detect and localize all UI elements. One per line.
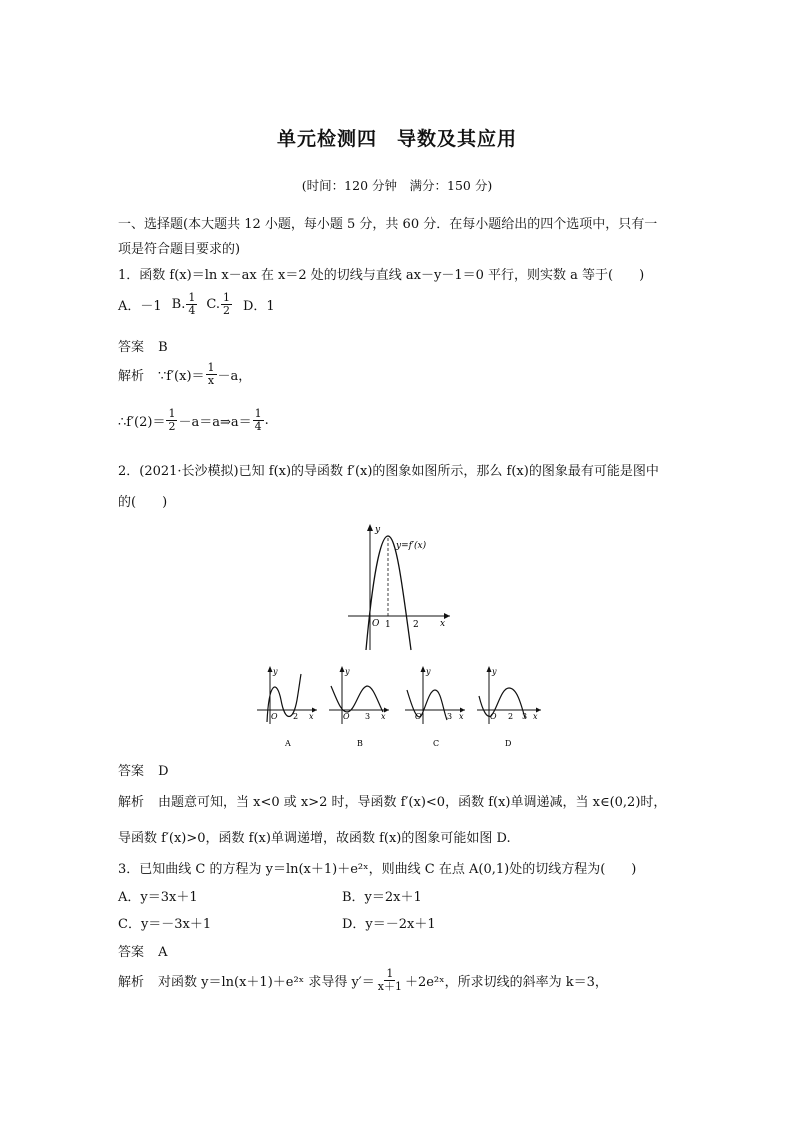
exam-info: (时间：120 分钟 满分：150 分) — [301, 178, 493, 193]
answer-label: 答案 — [118, 764, 145, 779]
q1-option-b: B. $\frac{1}{4}$ — [171, 291, 196, 317]
q3-stem: 3．已知曲线 C 的方程为 y＝ln(x＋1)＋e²ˣ，则曲线 C 在点 A(0,1)处的切线方程为( ) — [118, 862, 637, 877]
section-heading-line1: 一、选择题(本大题共 12 小题，每小题 5 分，共 60 分．在每小题给出的四个选项中，只有一 — [118, 217, 658, 232]
solution-label: 解析 — [118, 369, 145, 384]
y-axis-arrow — [367, 524, 373, 531]
svg-text:A: A — [285, 739, 291, 748]
svg-text:x: x — [533, 712, 538, 721]
svg-text:2: 2 — [508, 712, 514, 721]
y-axis-label: y — [375, 525, 381, 535]
svg-text:D: D — [505, 739, 512, 748]
q2-solution-line2: 导函数 f′(x)>0，函数 f(x)单调递增，故函数 f(x)的图象可能如图 D. — [118, 831, 511, 846]
answer-label: 答案 — [118, 340, 145, 355]
svg-text:3: 3 — [522, 712, 528, 721]
x-axis-label: x — [440, 619, 446, 629]
q3-solution: 解析 对函数 y＝ln(x＋1)＋e²ˣ 求导得 y′＝ $\frac{1}{x+1}$ ＋2e²ˣ，所求切线的斜率为 k＝3， — [118, 967, 608, 993]
solution-label: 解析 — [118, 795, 145, 810]
q1-option-d: D．1 — [242, 299, 275, 314]
q3-answer — [118, 941, 168, 960]
answer-value: D — [158, 764, 169, 779]
tick-label-1: 1 — [385, 620, 391, 630]
option-graph-b — [329, 666, 389, 748]
document-title: 单元检测四 导数及其应用 — [276, 128, 517, 150]
svg-text:3: 3 — [365, 712, 371, 721]
answer-label: 答案 — [118, 945, 145, 960]
answer-value: A — [158, 945, 168, 960]
q1-solution-line1: 解析 ∵f′(x)＝ $\frac{1}{x}$ －a， — [118, 361, 252, 387]
q2-stem-line2: 的( ) — [118, 495, 168, 510]
q3-option-b: B．y＝2x＋1 — [342, 890, 422, 905]
svg-text:y: y — [426, 667, 431, 676]
svg-text:y: y — [345, 667, 350, 676]
origin-label: O — [372, 619, 380, 629]
option-graph-c — [405, 666, 465, 748]
q3-option-c: C．y＝－3x＋1 — [118, 917, 212, 932]
section-heading-line2: 项是符合题目要求的) — [118, 242, 241, 257]
q3-option-d: D．y＝－2x＋1 — [342, 917, 436, 932]
answer-value: B — [158, 340, 168, 355]
curve-label: y=f′(x) — [396, 541, 427, 551]
q1-answer — [118, 336, 168, 355]
q2-stem-line1: 2．(2021·长沙模拟)已知 f(x)的导函数 f′(x)的图象如图所示，那么 f(x)的图象最有可能是图中 — [118, 464, 659, 479]
svg-text:y: y — [273, 667, 278, 676]
derivative-graph — [340, 522, 455, 654]
q1-solution-line2: ∴f′(2)＝ $\frac{1}{2}$ －a＝a⇒a＝ $\frac{1}{4}$ . — [118, 407, 269, 433]
svg-text:3: 3 — [447, 712, 453, 721]
derivative-curve — [366, 536, 411, 650]
q1-options — [118, 292, 275, 317]
q3-option-a: A．y＝3x＋1 — [118, 890, 198, 905]
q1-option-a: A．－1 — [118, 299, 162, 314]
svg-text:O: O — [415, 712, 422, 721]
svg-text:B: B — [357, 739, 363, 748]
svg-text:O: O — [271, 712, 278, 721]
q2-answer — [118, 760, 169, 779]
svg-text:O: O — [490, 712, 497, 721]
svg-text:2: 2 — [293, 712, 299, 721]
svg-text:x: x — [459, 712, 464, 721]
q1-option-c: C. $\frac{1}{2}$ — [206, 291, 230, 317]
tick-label-2: 2 — [413, 620, 419, 630]
svg-text:x: x — [381, 712, 386, 721]
option-graph-a — [257, 666, 317, 748]
svg-text:x: x — [309, 712, 314, 721]
solution-label: 解析 — [118, 975, 145, 990]
option-graphs — [255, 660, 545, 750]
svg-text:C: C — [433, 739, 440, 748]
svg-text:O: O — [343, 712, 350, 721]
q2-solution-line1: 解析 由题意可知，当 x<0 或 x>2 时，导函数 f′(x)<0，函数 f(x)单调递减，当 x∈(0,2)时， — [118, 795, 667, 810]
svg-text:y: y — [492, 667, 497, 676]
option-graph-d — [477, 666, 541, 748]
q1-stem: 1．函数 f(x)＝ln x－ax 在 x＝2 处的切线与直线 ax－y－1＝0 平行，则实数 a 等于( ) — [118, 268, 645, 283]
